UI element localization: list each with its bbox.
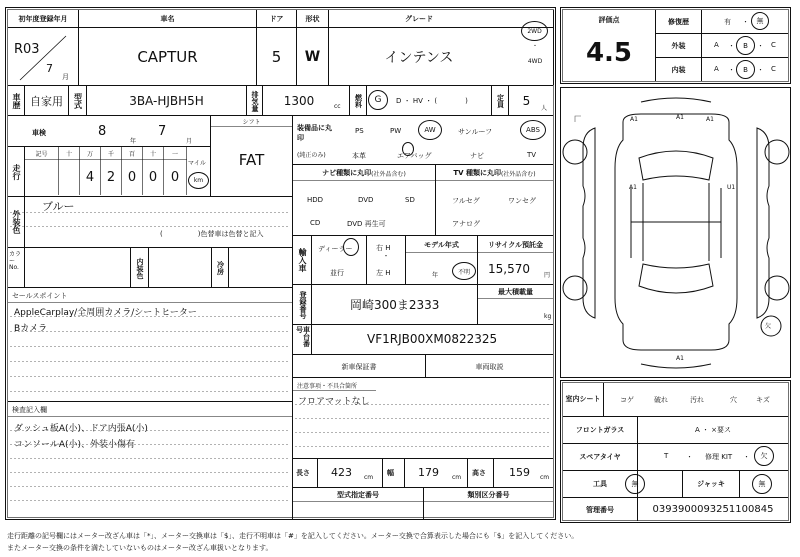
equip-pw: PW [390, 127, 402, 135]
manual-label: 車両取説 [475, 362, 504, 371]
equipment-sub-label: (純正のみ) [297, 152, 326, 159]
equip-tv: TV [527, 151, 537, 159]
score-label: 評価点 [598, 16, 620, 24]
registration-value: 岡崎300ま2333 [350, 298, 440, 312]
mileage-digit: 4 [85, 170, 95, 185]
capacity-value: 5 [522, 93, 531, 108]
mileage-header-ichi: 一 [171, 151, 178, 158]
drive-dot: ・ [531, 42, 538, 50]
mileage-label: 走行 [12, 164, 21, 180]
seat-hole: 穴 [730, 396, 737, 404]
door-count: 5 [271, 47, 282, 66]
color-label: 外装色 [12, 210, 21, 234]
import-dealer: ディーラー [318, 245, 353, 253]
sales-point-line: AppleCarplay/全周囲カメラ/シートヒーター [14, 308, 197, 318]
first-reg-month: 7 [46, 62, 53, 75]
mileage-header-juu: 十 [149, 151, 156, 158]
equip-abs: ABS [520, 120, 546, 140]
damage-mark: A1 [676, 114, 684, 121]
tools-label: 工具 [593, 480, 607, 488]
seat-burn: コゲ [620, 396, 634, 404]
sales-point-label: セールスポイント [12, 292, 68, 300]
length-unit: cm [364, 474, 374, 481]
displacement-label: 排気量 [251, 90, 259, 112]
inspector-label: 検査記入欄 [12, 406, 47, 414]
max-load-unit: kg [544, 313, 552, 320]
height-value: 159 [509, 466, 530, 479]
capacity-unit: 人 [541, 105, 548, 112]
vin-label: 車台番号 [295, 326, 311, 347]
tools-value: 無 [625, 474, 645, 494]
tv-label: TV 種類に丸印 (社外品含む) [453, 169, 536, 178]
inspector-line: コンソールA(小)、外装小傷有 [14, 440, 135, 450]
navi-hdd: HDD [307, 196, 324, 204]
registration-label: 登録番号 [299, 291, 307, 319]
exterior-label: 外装 [671, 41, 686, 50]
navi-label: ナビ種類に丸印 (社外品含む) [322, 169, 406, 178]
spare-tire-kit: 修理 KIT [705, 453, 733, 461]
mileage-digit: 0 [170, 170, 180, 185]
color-value: ブルー [42, 200, 75, 213]
damage-mark: A1 [706, 116, 714, 123]
import-dealer-mark [343, 238, 359, 256]
mileage-digit: 2 [106, 170, 116, 185]
new-car-warranty-label: 新車保証書 [341, 362, 377, 371]
seat-scratch: キズ [756, 396, 770, 404]
jack-label: ジャッキ [697, 480, 725, 488]
drive-4wd: 4WD [527, 57, 543, 65]
seat-tear: 破れ [654, 396, 668, 404]
dot: ・ [728, 42, 735, 50]
car-name: CAPTUR [137, 47, 198, 66]
width-value: 179 [418, 466, 439, 479]
capacity-label: 定員 [496, 94, 505, 108]
length-label: 長さ [296, 469, 310, 477]
recycle-label: リサイクル預託金 [487, 240, 544, 249]
spare-tire-label: スペアタイヤ [579, 453, 621, 461]
import-label: 輸入車 [298, 248, 307, 272]
model-year-unit: 年 [432, 272, 439, 279]
equip-airbag-mark [402, 142, 414, 156]
first-reg-label: 初年度登録年月 [18, 14, 68, 23]
navi-dvd: DVD [358, 196, 374, 204]
damage-mark: A1 [629, 184, 637, 191]
height-label: 高さ [472, 469, 486, 477]
recycle-value: 15,570 [488, 262, 530, 276]
mile-label: マイル [188, 160, 206, 167]
color-no-label: カラー No. [9, 251, 22, 272]
tv-oneseg: ワンセグ [508, 197, 536, 205]
damage-mark: A1 [630, 116, 638, 123]
exterior-grade-c: C [771, 41, 776, 49]
displacement-value: 1300 [283, 93, 315, 108]
mileage-digit: 0 [148, 170, 158, 185]
usage-value: 自家用 [30, 94, 63, 108]
car-diagram [561, 88, 790, 377]
equip-airbag: エアバッグ [397, 152, 432, 160]
body-shape: W [304, 48, 321, 65]
inspection-label: 車検 [32, 129, 46, 137]
mileage-header-sen: 千 [107, 151, 114, 158]
equip-ps: PS [355, 127, 364, 135]
footer-note: またメーター交換の条件を満たしていないものはメーター改ざん車扱いとなります。 [7, 544, 273, 552]
height-unit: cm [540, 474, 550, 481]
fridge-label: 冷房 [216, 261, 225, 275]
navi-dvd-play: DVD 再生可 [347, 220, 386, 228]
first-reg-year: R03 [14, 42, 40, 57]
km-label: km [188, 172, 209, 189]
sales-point-line: Bカメラ [14, 324, 48, 334]
cc-unit: cc [334, 103, 341, 110]
repair-dot: ・ [742, 18, 749, 26]
width-label: 幅 [387, 469, 394, 477]
equipment-label: 装備品に丸印 [297, 124, 332, 142]
inspector-line: ダッシュ板A(小)、ドア内張A(小) [14, 424, 148, 434]
grade-label: グレード [405, 14, 433, 23]
mileage-header-hyaku: 百 [128, 151, 135, 158]
windshield-value: A ・ ×要ス [694, 426, 732, 434]
equip-leather: 本革 [352, 152, 366, 160]
spare-tire-missing: 欠 [754, 446, 774, 466]
dot: ・ [757, 66, 764, 74]
class-number-label: 類別区分番号 [467, 491, 510, 499]
type-designation-label: 型式指定番号 [337, 491, 379, 499]
tv-analog: アナログ [452, 220, 480, 228]
shift-label: シフト [242, 119, 261, 126]
inspection-month: 7 [158, 124, 167, 139]
interior-grade-c: C [771, 65, 776, 73]
score-value: 4.5 [585, 38, 633, 68]
equip-sunroof: サンルーフ [458, 128, 493, 136]
exterior-grade-b: B [736, 36, 755, 55]
interior-color-label: 内装色 [136, 257, 144, 279]
mileage-header-man: 万 [86, 151, 93, 158]
equip-aw: AW [418, 120, 442, 140]
fuel-gasoline: G [368, 90, 388, 110]
fuel-other: D ・ HV ・ ( ) [396, 97, 468, 105]
car-name-label: 車名 [160, 14, 175, 23]
length-value: 423 [331, 466, 352, 479]
interior-grade-b: B [736, 60, 755, 79]
damage-mark: U1 [727, 184, 736, 191]
spare-tire-t: T [664, 452, 669, 460]
repair-no: 無 [751, 12, 769, 30]
notes-value: フロアマットなし [298, 397, 370, 407]
model-year-label: モデル年式 [424, 240, 459, 249]
mileage-header-ten: 十 [65, 151, 72, 158]
usage-label: 車歴 [12, 93, 21, 109]
shift-value: FAT [238, 151, 265, 169]
vin-value: VF1RJB00XM0822325 [367, 332, 498, 346]
max-load-label: 最大積載量 [498, 288, 533, 296]
dot: ・ [757, 42, 764, 50]
fuel-label: 燃料 [354, 94, 363, 108]
footer-note: 走行距離の記号欄にはメーター改ざん車は「*」、メーター交換車は「$」、走行不明車は「#」を記入してください。メーター交換で合算表示した場合にも「$」を記入してください。 [7, 532, 579, 540]
repair-history-label: 修復歴 [668, 17, 689, 26]
first-reg-month-unit: 月 [62, 73, 69, 81]
inspection-month-unit: 月 [186, 138, 193, 145]
inspection-year: 8 [98, 124, 107, 139]
interior-seat-label: 室内シート [565, 395, 601, 404]
missing-tire-mark: 欠 [765, 323, 772, 330]
mileage-header-symbol: 記号 [35, 151, 48, 158]
exterior-grade-a: A [714, 41, 719, 49]
drive-2wd: 2WD [521, 21, 548, 41]
damage-mark: A1 [676, 355, 684, 362]
dot: ・ [743, 453, 750, 461]
import-left-h: 左 H [376, 269, 391, 277]
equip-navi: ナビ [470, 152, 484, 160]
mgmt-number-value: 0393900093251100845 [652, 504, 774, 515]
grade-value: インテンス [384, 49, 454, 66]
mileage-digit: 0 [127, 170, 137, 185]
import-dot: ・ [382, 252, 390, 260]
shape-label: 形状 [305, 14, 320, 23]
navi-sd: SD [405, 196, 415, 204]
width-unit: cm [452, 474, 462, 481]
inspection-year-unit: 年 [130, 138, 137, 145]
model-value: 3BA-HJBH5H [129, 93, 204, 108]
color-note: ( )色替車は色替と記入 [160, 230, 264, 238]
interior-label: 内装 [671, 65, 686, 74]
dot: ・ [728, 66, 735, 74]
model-label: 型式 [73, 93, 83, 109]
seat-stain: 汚れ [690, 396, 704, 404]
tv-fullseg: フルセグ [452, 197, 480, 205]
model-year-unknown: 不明 [452, 262, 476, 280]
dot: ・ [686, 453, 693, 461]
windshield-label: フロントガラス [575, 426, 625, 434]
mgmt-number-label: 管理番号 [586, 505, 614, 514]
jack-value: 無 [752, 474, 772, 494]
notes-label: 注意事項・不具合箇所 [297, 383, 358, 390]
interior-grade-a: A [714, 65, 719, 73]
recycle-unit: 円 [544, 272, 551, 279]
repair-yes: 有 [724, 18, 731, 26]
door-label: ドア [269, 14, 284, 23]
navi-cd: CD [310, 219, 321, 227]
import-parallel: 並行 [330, 269, 344, 277]
import-right-h: 右 H [376, 244, 391, 252]
